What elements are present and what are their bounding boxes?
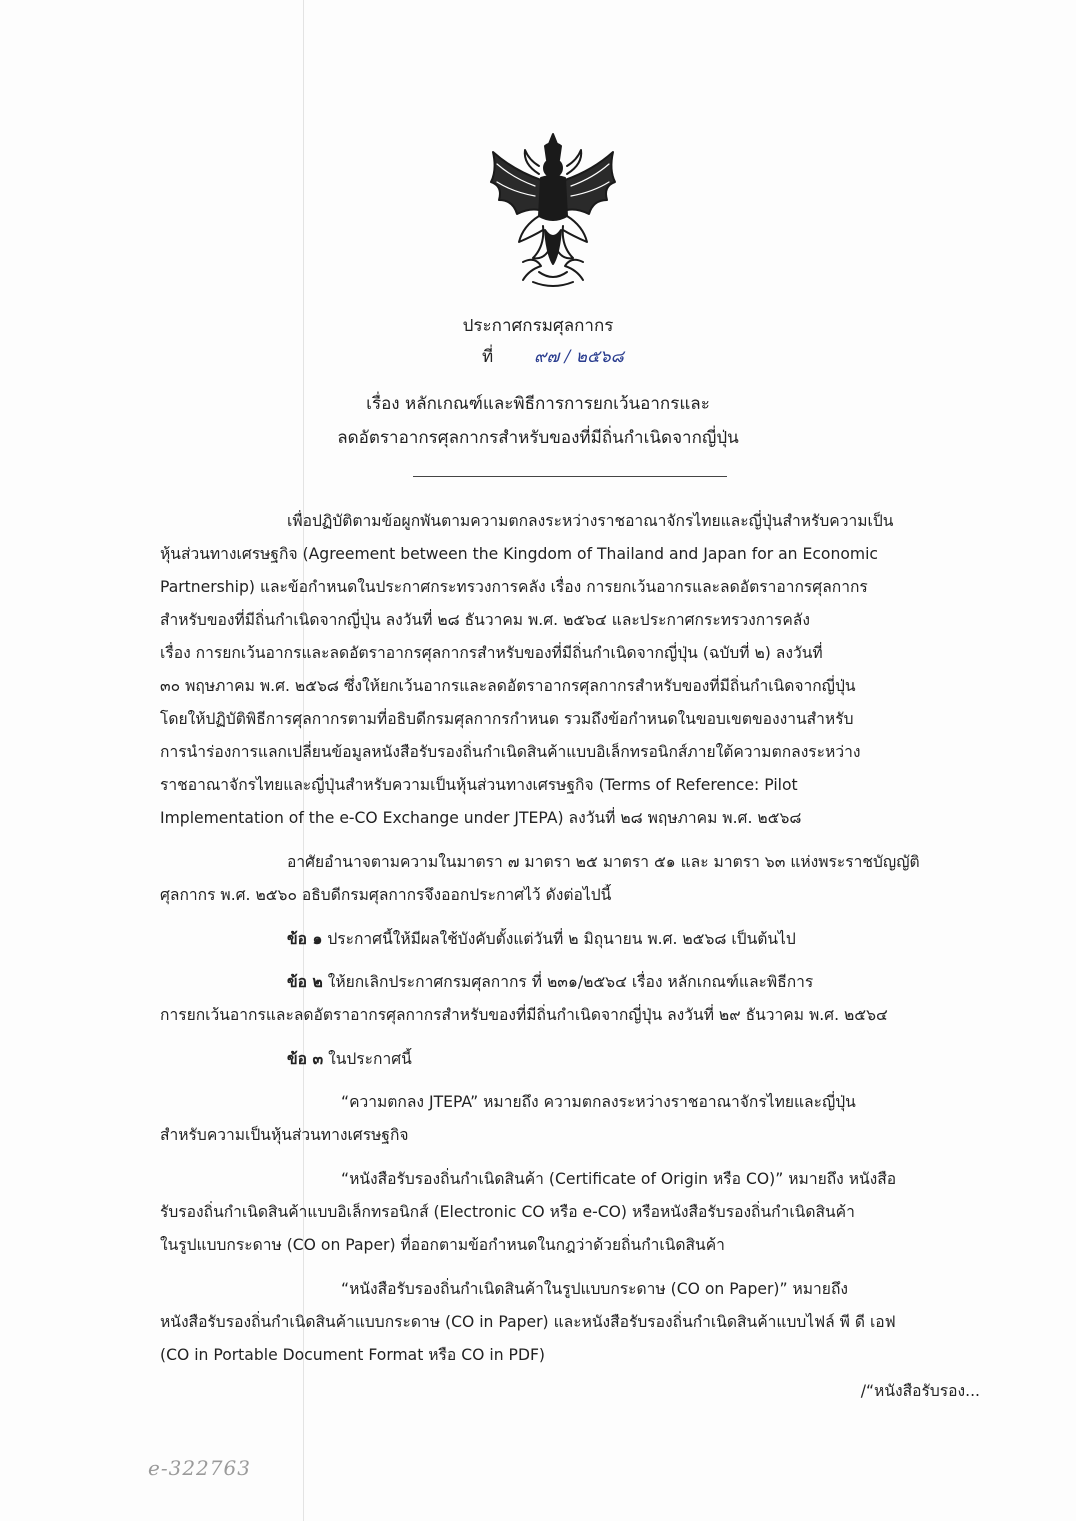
clause-2-line-2: การยกเว้นอากรและลดอัตราอากรศุลกากรสำหรับของที่มีถิ่นกำเนิดจากญี่ปุ่น ลงวันที่ ๒๙ ธันวาคม พ.ศ. ๒๕๖๔ — [160, 1006, 888, 1024]
clause-3-label: ข้อ ๓ — [287, 1050, 324, 1068]
continuation-marker: /“หนังสือรับรอง... — [860, 1382, 980, 1400]
definition-1-line: “ความตกลง JTEPA” หมายถึง ความตกลงระหว่างราชอาณาจักรไทยและญี่ปุ่น — [341, 1093, 856, 1111]
paragraph-1-line: ๓๐ พฤษภาคม พ.ศ. ๒๕๖๘ ซึ่งให้ยกเว้นอากรและลดอัตราอากรศุลกากรสำหรับของที่มีถิ่นกำเนิดจากญี่ปุ่น — [160, 677, 856, 695]
paragraph-1-line: เรื่อง การยกเว้นอากรและลดอัตราอากรศุลกากรสำหรับของที่มีถิ่นกำเนิดจากญี่ปุ่น (ฉบับที่ ๒) ลงวันที่ — [160, 644, 823, 662]
clause-1-label: ข้อ ๑ — [287, 930, 323, 948]
paragraph-1-line: สำหรับของที่มีถิ่นกำเนิดจากญี่ปุ่น ลงวันที่ ๒๘ ธันวาคม พ.ศ. ๒๕๖๔ และประกาศกระทรวงการคลัง — [160, 611, 810, 629]
definition-3-line: หนังสือรับรองถิ่นกำเนิดสินค้าแบบกระดาษ (CO in Paper) และหนังสือรับรองถิ่นกำเนิดสินค้าแบบไฟล์ พี ดี เอฟ — [160, 1313, 896, 1331]
paragraph-1-line: ราชอาณาจักรไทยและญี่ปุ่นสำหรับความเป็นหุ้นส่วนทางเศรษฐกิจ (Terms of Reference: Pilot — [160, 776, 798, 794]
paragraph-1-line: โดยให้ปฏิบัติพิธีการศุลกากรตามที่อธิบดีกรมศุลกากรกำหนด รวมถึงข้อกำหนดในขอบเขตของงานสำหรับ — [160, 710, 854, 728]
clause-1 — [287, 928, 980, 950]
subject-line-1: เรื่อง หลักเกณฑ์และพิธีการการยกเว้นอากรและ — [366, 394, 710, 414]
paragraph-1-line: Implementation of the e-CO Exchange under JTEPA) ลงวันที่ ๒๘ พฤษภาคม พ.ศ. ๒๕๖๘ — [160, 809, 802, 827]
definition-1-line: สำหรับความเป็นหุ้นส่วนทางเศรษฐกิจ — [160, 1126, 409, 1144]
archive-code: e-322763 — [148, 1456, 251, 1480]
paragraph-1-line: หุ้นส่วนทางเศรษฐกิจ (Agreement between the Kingdom of Thailand and Japan for an Economic — [160, 545, 878, 563]
paragraph-1-line: เพื่อปฏิบัติตามข้อผูกพันตามความตกลงระหว่างราชอาณาจักรไทยและญี่ปุ่นสำหรับความเป็น — [287, 512, 894, 530]
garuda-emblem-icon — [483, 130, 623, 290]
definition-2-line: “หนังสือรับรองถิ่นกำเนิดสินค้า (Certificate of Origin หรือ CO)” หมายถึง หนังสือ — [341, 1170, 897, 1188]
announcement-number — [482, 343, 624, 370]
subject-line-2: ลดอัตราอากรศุลกากรสำหรับของที่มีถิ่นกำเนิดจากญี่ปุ่น — [337, 428, 739, 448]
definition-3-line: (CO in Portable Document Format หรือ CO in PDF) — [160, 1346, 546, 1364]
paragraph-2-line: ศุลกากร พ.ศ. ๒๕๖๐ อธิบดีกรมศุลกากรจึงออกประกาศไว้ ดังต่อไปนี้ — [160, 886, 612, 904]
definition-2-line: ในรูปแบบกระดาษ (CO on Paper) ที่ออกตามข้อกำหนดในกฎว่าด้วยถิ่นกำเนิดสินค้า — [160, 1236, 725, 1254]
paragraph-1-line: การนำร่องการแลกเปลี่ยนข้อมูลหนังสือรับรองถิ่นกำเนิดสินค้าแบบอิเล็กทรอนิกส์ภายใต้ความตกลงระหว่าง — [160, 743, 861, 761]
paragraph-2-line: อาศัยอำนาจตามความในมาตรา ๗ มาตรา ๒๕ มาตรา ๕๑ และ มาตรา ๖๓ แห่งพระราชบัญญัติ — [287, 853, 920, 871]
clause-3 — [287, 1048, 980, 1070]
clause-3-text: ในประกาศนี้ — [328, 1050, 412, 1068]
clause-1-text: ประกาศนี้ให้มีผลใช้บังคับตั้งแต่วันที่ ๒ มิถุนายน พ.ศ. ๒๕๖๘ เป็นต้นไป — [327, 930, 796, 948]
document-title: ประกาศกรมศุลกากร — [462, 316, 614, 336]
paragraph-1-line: Partnership) และข้อกำหนดในประกาศกระทรวงการคลัง เรื่อง การยกเว้นอากรและลดอัตราอากรศุลกากร — [160, 578, 868, 596]
clause-2-text: ให้ยกเลิกประกาศกรมศุลกากร ที่ ๒๓๑/๒๕๖๔ เรื่อง หลักเกณฑ์และพิธีการ — [327, 973, 814, 991]
number-value: ๙๗ / ๒๕๖๘ — [534, 347, 624, 367]
definition-3-line: “หนังสือรับรองถิ่นกำเนิดสินค้าในรูปแบบกระดาษ (CO on Paper)” หมายถึง — [341, 1280, 849, 1298]
number-label: ที่ — [482, 347, 494, 367]
definition-2-line: รับรองถิ่นกำเนิดสินค้าแบบอิเล็กทรอนิกส์ (Electronic CO หรือ e-CO) หรือหนังสือรับรองถิ่นกำเนิดสินค้า — [160, 1203, 855, 1221]
clause-2-label: ข้อ ๒ — [287, 973, 323, 991]
clause-2 — [287, 971, 980, 993]
header-divider — [413, 476, 727, 477]
